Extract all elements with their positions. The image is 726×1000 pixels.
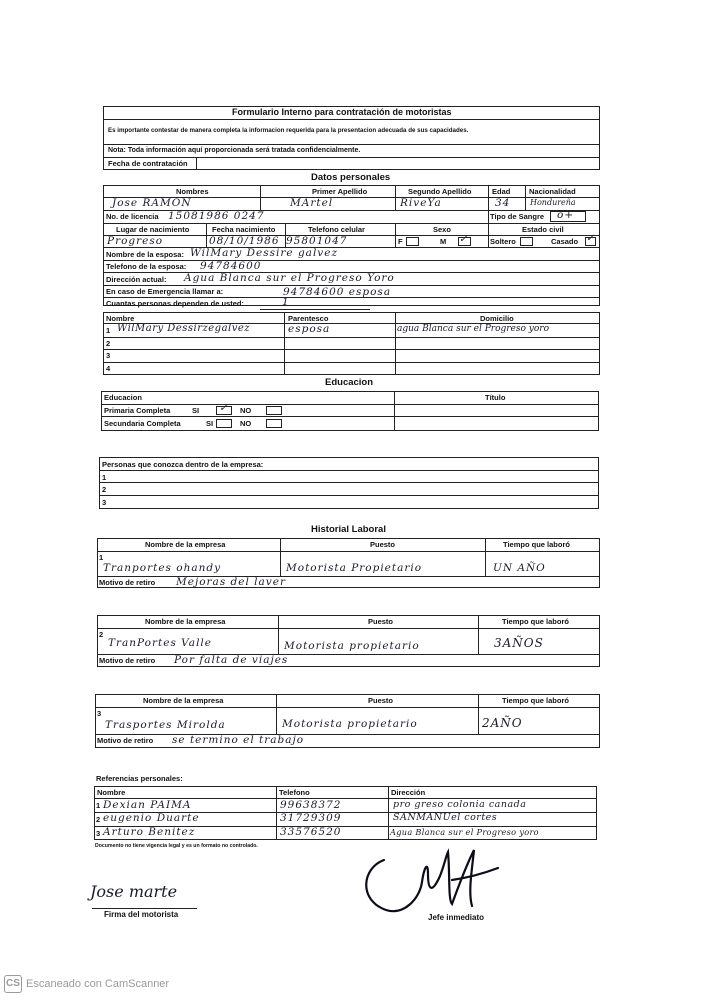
job-puesto[interactable]: Motorista propietario xyxy=(284,640,420,652)
licencia-label: No. de licencia xyxy=(106,212,159,221)
nombres-header: Nombres xyxy=(176,187,209,196)
emergencia-label: En caso de Emergencia llamar a: xyxy=(106,287,224,296)
sexo-f-label: F xyxy=(398,237,403,246)
secundaria-si-checkbox[interactable] xyxy=(216,419,232,428)
known-people-label: Personas que conozca dentro de la empresa: xyxy=(102,460,264,469)
sangre-label: Tipo de Sangre xyxy=(490,212,545,221)
dependientes-label: Cuantas personas dependen de usted: xyxy=(106,299,244,308)
job-empresa[interactable]: Trasportes Mirolda xyxy=(105,719,226,731)
casado-label: Casado xyxy=(551,237,579,246)
dependent-nombre[interactable]: WilMary Dessirzegalvez xyxy=(117,323,251,334)
job-tiempo[interactable]: 3AÑOS xyxy=(494,636,544,650)
primaria-label: Primaria Completa xyxy=(104,406,171,415)
dependent-row-number: 4 xyxy=(106,364,111,373)
references-title: Referencias personales: xyxy=(96,774,183,783)
job-tiempo[interactable]: UN AÑO xyxy=(493,562,546,574)
sexo-m-label: M xyxy=(440,237,447,246)
job-tiempo-header: Tiempo que laboró xyxy=(502,617,569,626)
edad-value[interactable]: 34 xyxy=(495,197,511,209)
segundo-apellido-header: Segundo Apellido xyxy=(408,187,472,196)
job-motivo[interactable]: Mejoras del laver xyxy=(176,576,286,588)
motorista-signature-line xyxy=(92,908,197,909)
secundaria-no-label: NO xyxy=(240,419,252,428)
dependent-domicilio[interactable]: agua Blanca sur el Progreso yoro xyxy=(397,324,550,334)
ref-number: 1 xyxy=(96,801,101,810)
tel-esposa-value[interactable]: 94784600 xyxy=(200,260,262,272)
primer-apellido-value[interactable]: MArtel xyxy=(290,197,334,209)
dependent-parentesco[interactable]: esposa xyxy=(288,323,331,335)
work-section-title: Historial Laboral xyxy=(311,524,386,535)
confidential-note: Nota: Toda información aquí proporcionada será tratada confidencialmente. xyxy=(108,147,361,154)
dependents-table xyxy=(103,312,600,375)
job-motivo[interactable]: se termino el trabajo xyxy=(172,734,305,746)
job-number: 2 xyxy=(99,630,104,639)
ref-nombre-header: Nombre xyxy=(97,788,126,797)
dependents-domicilio-header: Domicilio xyxy=(480,314,514,323)
secundaria-label: Secundaria Completa xyxy=(104,419,181,428)
soltero-checkbox[interactable] xyxy=(520,237,533,246)
job-puesto-header: Puesto xyxy=(368,617,394,626)
ref-nombre[interactable]: Dexian PAIMA xyxy=(103,799,192,811)
personal-section-title: Datos personales xyxy=(311,172,391,183)
edad-header: Edad xyxy=(492,187,511,196)
primaria-no-checkbox[interactable] xyxy=(266,406,282,415)
primaria-no-label: NO xyxy=(240,406,252,415)
job-number: 3 xyxy=(97,709,102,718)
fecha-nac-header: Fecha nacimiento xyxy=(212,225,276,234)
emergencia-value[interactable]: 94784600 esposa xyxy=(283,286,392,298)
job-empresa-header: Nombre de la empresa xyxy=(145,617,226,626)
education-header: Educacion xyxy=(104,393,142,402)
ref-telefono[interactable]: 99638372 xyxy=(280,799,342,811)
jefe-signature-label: Jefe inmediato xyxy=(428,913,485,922)
job-puesto[interactable]: Motorista Propietario xyxy=(286,562,423,574)
telefono-value[interactable]: 95801047 xyxy=(286,235,348,247)
known-row-number: 3 xyxy=(102,498,107,507)
ref-number: 3 xyxy=(96,829,101,838)
job-puesto-header: Puesto xyxy=(368,696,394,705)
telefono-header: Telefono celular xyxy=(308,225,365,234)
ref-direccion-header: Dirección xyxy=(391,788,426,797)
job-empresa-header: Nombre de la empresa xyxy=(145,540,226,549)
ref-number: 2 xyxy=(96,815,101,824)
job-empresa-header: Nombre de la empresa xyxy=(143,696,224,705)
dependientes-value[interactable]: 1 xyxy=(282,296,290,308)
nacionalidad-header: Nacionalidad xyxy=(529,187,576,196)
job-tiempo[interactable]: 2AÑO xyxy=(482,716,523,730)
job-tiempo-header: Tiempo que laboró xyxy=(502,696,569,705)
primaria-si-label: SI xyxy=(192,406,200,415)
job-motivo[interactable]: Por falta de viajes xyxy=(174,654,289,666)
dependent-row-number: 2 xyxy=(106,339,111,348)
ref-telefono[interactable]: 31729309 xyxy=(280,812,342,824)
esposa-value[interactable]: WilMary Dessire galvez xyxy=(190,247,338,259)
hire-date-label: Fecha de contratación xyxy=(108,159,188,168)
disclaimer: Documento no tiene vigencia legal y es un formato no controlado. xyxy=(95,843,258,849)
licencia-value[interactable]: 15081986 0247 xyxy=(168,210,265,222)
direccion-value[interactable]: Agua Blanca sur el Progreso Yoro xyxy=(184,272,395,284)
tel-esposa-label: Telefono de la esposa: xyxy=(106,262,187,271)
ref-direccion[interactable]: Agua Blanca sur el Progreso yoro xyxy=(390,827,539,837)
sexo-f-checkbox[interactable] xyxy=(406,237,419,246)
job-empresa[interactable]: TranPortes Valle xyxy=(108,637,212,649)
primer-apellido-header: Primer Apellido xyxy=(312,187,368,196)
direccion-label: Dirección actual: xyxy=(106,275,167,284)
job-number: 1 xyxy=(99,553,104,562)
known-row-number: 1 xyxy=(102,473,107,482)
motivo-label: Motivo de retiro xyxy=(99,578,156,587)
sexo-m-check-mark: ✓ xyxy=(459,234,469,245)
dependent-row-number: 1 xyxy=(106,326,111,335)
jefe-signature-mark xyxy=(356,842,506,922)
esposa-label: Nombre de la esposa: xyxy=(106,250,184,259)
ref-nombre[interactable]: eugenio Duarte xyxy=(103,812,200,824)
job-puesto-header: Puesto xyxy=(370,540,396,549)
known-row-number: 2 xyxy=(102,485,107,494)
education-section-title: Educacion xyxy=(325,377,374,388)
job-tiempo-header: Tiempo que laboró xyxy=(503,540,570,549)
ref-nombre[interactable]: Arturo Benitez xyxy=(103,826,196,838)
titulo-header: Título xyxy=(485,393,506,402)
form-title: Formulario Interno para contratación de motoristas xyxy=(232,107,452,117)
primaria-si-check: ✓ xyxy=(219,402,229,414)
soltero-label: Soltero xyxy=(490,237,516,246)
nombres-value[interactable]: Jose RAMON xyxy=(112,197,192,209)
important-note: Es importante contestar de manera completa la informacion requerida para la presentacion adecuada de sus capacidades. xyxy=(108,127,469,134)
casado-check-mark: ✓ xyxy=(586,233,596,244)
motorista-signature-label: Firma del motorista xyxy=(104,910,179,919)
sexo-header: Sexo xyxy=(433,225,451,234)
camscanner-text: Escaneado con CamScanner xyxy=(26,978,170,990)
motivo-label: Motivo de retiro xyxy=(97,736,154,745)
camscanner-logo: CS xyxy=(6,978,20,989)
ref-direccion[interactable]: pro greso colonia canada xyxy=(393,799,527,810)
ref-direccion[interactable]: SANMANUel cortes xyxy=(393,812,498,823)
job-puesto[interactable]: Motorista propietario xyxy=(282,718,418,730)
fecha-nac-value[interactable]: 08/10/1986 xyxy=(209,235,280,247)
lugar-value[interactable]: Progreso xyxy=(107,235,164,247)
dependents-nombre-header: Nombre xyxy=(106,314,135,323)
nacionalidad-value[interactable]: Hondureña xyxy=(530,198,576,207)
job-empresa[interactable]: Tranportes ohandy xyxy=(103,562,222,574)
motorista-signature: Jose marte xyxy=(90,882,178,901)
camscanner-footer xyxy=(0,972,726,1000)
secundaria-si-label: SI xyxy=(206,419,214,428)
dependent-row-number: 3 xyxy=(106,351,111,360)
dependents-parentesco-header: Parentesco xyxy=(288,314,329,323)
secundaria-no-checkbox[interactable] xyxy=(266,419,282,428)
ref-telefono-header: Telefono xyxy=(279,788,310,797)
sangre-value: o+ xyxy=(557,209,575,221)
segundo-apellido-value[interactable]: RiveYa xyxy=(400,197,442,209)
motivo-label: Motivo de retiro xyxy=(99,656,156,665)
ref-telefono[interactable]: 33576520 xyxy=(280,826,342,838)
estado-civil-header: Estado civil xyxy=(522,225,564,234)
lugar-header: Lugar de nacimiento xyxy=(116,225,190,234)
